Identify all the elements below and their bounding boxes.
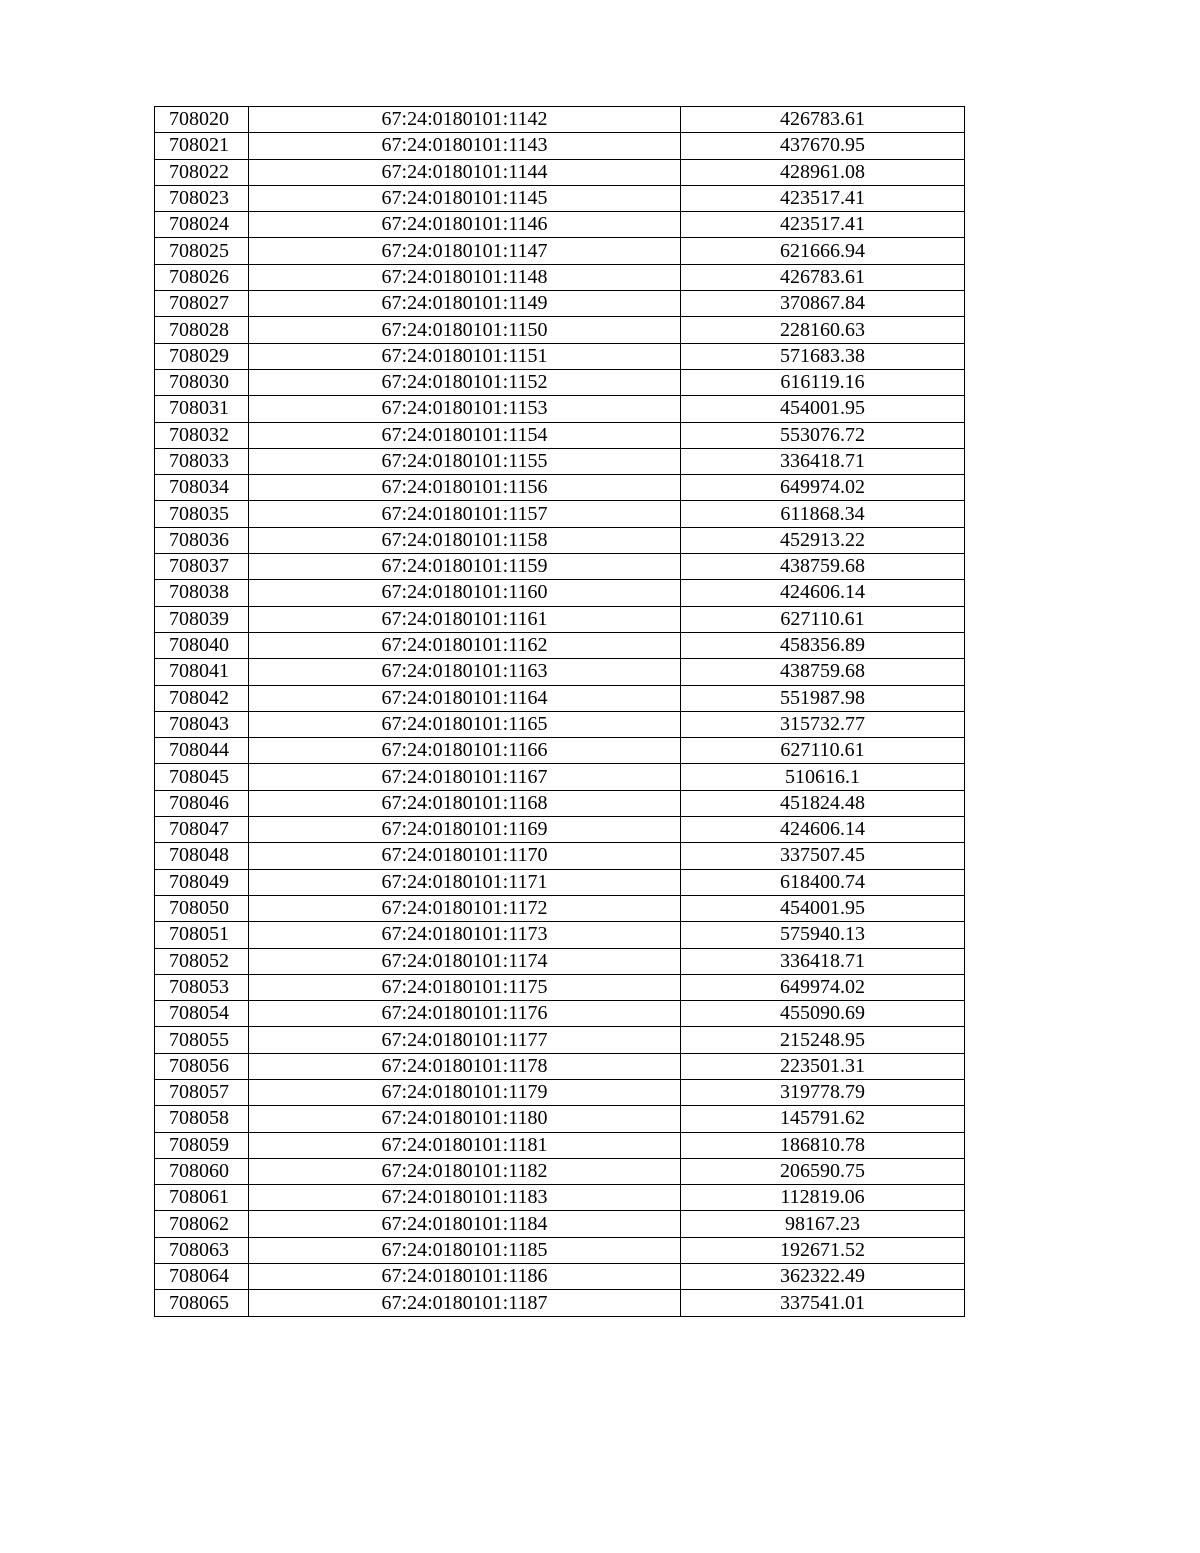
table-row: [155, 343, 965, 369]
value-cell: 362322.49: [681, 1264, 965, 1290]
table-body: [155, 107, 965, 1317]
row-number-cell: 708036: [155, 527, 249, 553]
cadastral-number-cell: 67:24:0180101:1165: [249, 711, 681, 737]
row-number-cell: 708020: [155, 107, 249, 133]
row-number-cell: 708043: [155, 711, 249, 737]
table-row: [155, 185, 965, 211]
value-cell: 621666.94: [681, 238, 965, 264]
value-cell: 553076.72: [681, 422, 965, 448]
cadastral-number-cell: 67:24:0180101:1148: [249, 264, 681, 290]
cadastral-number-cell: 67:24:0180101:1172: [249, 895, 681, 921]
row-number-cell: 708032: [155, 422, 249, 448]
cadastral-number-cell: 67:24:0180101:1151: [249, 343, 681, 369]
value-cell: 454001.95: [681, 895, 965, 921]
value-cell: 438759.68: [681, 659, 965, 685]
row-number-cell: 708049: [155, 869, 249, 895]
table-row: [155, 133, 965, 159]
row-number-cell: 708054: [155, 1001, 249, 1027]
row-number-cell: 708051: [155, 922, 249, 948]
cadastral-number-cell: 67:24:0180101:1150: [249, 317, 681, 343]
table-row: [155, 1264, 965, 1290]
row-number-cell: 708030: [155, 369, 249, 395]
cadastral-number-cell: 67:24:0180101:1160: [249, 580, 681, 606]
table-row: [155, 107, 965, 133]
table-row: [155, 1211, 965, 1237]
value-cell: 186810.78: [681, 1132, 965, 1158]
value-cell: 423517.41: [681, 185, 965, 211]
row-number-cell: 708050: [155, 895, 249, 921]
cadastral-number-cell: 67:24:0180101:1146: [249, 212, 681, 238]
cadastral-number-cell: 67:24:0180101:1162: [249, 632, 681, 658]
table-row: [155, 922, 965, 948]
table-row: [155, 1290, 965, 1316]
value-cell: 424606.14: [681, 580, 965, 606]
row-number-cell: 708046: [155, 790, 249, 816]
value-cell: 438759.68: [681, 554, 965, 580]
table-row: [155, 369, 965, 395]
row-number-cell: 708056: [155, 1053, 249, 1079]
value-cell: 424606.14: [681, 817, 965, 843]
cadastral-number-cell: 67:24:0180101:1179: [249, 1079, 681, 1105]
table-row: [155, 632, 965, 658]
value-cell: 510616.1: [681, 764, 965, 790]
table-row: [155, 475, 965, 501]
value-cell: 616119.16: [681, 369, 965, 395]
row-number-cell: 708042: [155, 685, 249, 711]
row-number-cell: 708053: [155, 974, 249, 1000]
cadastral-number-cell: 67:24:0180101:1155: [249, 448, 681, 474]
row-number-cell: 708025: [155, 238, 249, 264]
value-cell: 618400.74: [681, 869, 965, 895]
row-number-cell: 708037: [155, 554, 249, 580]
value-cell: 337541.01: [681, 1290, 965, 1316]
table-row: [155, 817, 965, 843]
value-cell: 228160.63: [681, 317, 965, 343]
value-cell: 426783.61: [681, 264, 965, 290]
row-number-cell: 708045: [155, 764, 249, 790]
value-cell: 215248.95: [681, 1027, 965, 1053]
cadastral-number-cell: 67:24:0180101:1153: [249, 396, 681, 422]
row-number-cell: 708021: [155, 133, 249, 159]
cadastral-number-cell: 67:24:0180101:1167: [249, 764, 681, 790]
row-number-cell: 708052: [155, 948, 249, 974]
value-cell: 455090.69: [681, 1001, 965, 1027]
row-number-cell: 708022: [155, 159, 249, 185]
value-cell: 611868.34: [681, 501, 965, 527]
cadastral-number-cell: 67:24:0180101:1183: [249, 1185, 681, 1211]
row-number-cell: 708027: [155, 291, 249, 317]
table-row: [155, 1132, 965, 1158]
cadastral-number-cell: 67:24:0180101:1149: [249, 291, 681, 317]
value-cell: 319778.79: [681, 1079, 965, 1105]
table-row: [155, 606, 965, 632]
value-cell: 223501.31: [681, 1053, 965, 1079]
cadastral-number-cell: 67:24:0180101:1144: [249, 159, 681, 185]
cadastral-number-cell: 67:24:0180101:1142: [249, 107, 681, 133]
value-cell: 649974.02: [681, 974, 965, 1000]
table-row: [155, 422, 965, 448]
table-row: [155, 948, 965, 974]
cadastral-value-table: [154, 106, 965, 1317]
cadastral-number-cell: 67:24:0180101:1154: [249, 422, 681, 448]
value-cell: 551987.98: [681, 685, 965, 711]
cadastral-number-cell: 67:24:0180101:1161: [249, 606, 681, 632]
cadastral-number-cell: 67:24:0180101:1175: [249, 974, 681, 1000]
value-cell: 192671.52: [681, 1237, 965, 1263]
table-row: [155, 1053, 965, 1079]
row-number-cell: 708033: [155, 448, 249, 474]
cadastral-number-cell: 67:24:0180101:1156: [249, 475, 681, 501]
row-number-cell: 708059: [155, 1132, 249, 1158]
value-cell: 627110.61: [681, 606, 965, 632]
row-number-cell: 708040: [155, 632, 249, 658]
value-cell: 112819.06: [681, 1185, 965, 1211]
cadastral-number-cell: 67:24:0180101:1168: [249, 790, 681, 816]
cadastral-number-cell: 67:24:0180101:1181: [249, 1132, 681, 1158]
cadastral-number-cell: 67:24:0180101:1147: [249, 238, 681, 264]
cadastral-number-cell: 67:24:0180101:1186: [249, 1264, 681, 1290]
table-row: [155, 264, 965, 290]
value-cell: 315732.77: [681, 711, 965, 737]
value-cell: 336418.71: [681, 948, 965, 974]
row-number-cell: 708047: [155, 817, 249, 843]
value-cell: 575940.13: [681, 922, 965, 948]
cadastral-number-cell: 67:24:0180101:1185: [249, 1237, 681, 1263]
cadastral-number-cell: 67:24:0180101:1163: [249, 659, 681, 685]
cadastral-number-cell: 67:24:0180101:1184: [249, 1211, 681, 1237]
table-row: [155, 1079, 965, 1105]
table-row: [155, 711, 965, 737]
value-cell: 451824.48: [681, 790, 965, 816]
table-row: [155, 159, 965, 185]
cadastral-number-cell: 67:24:0180101:1166: [249, 738, 681, 764]
value-cell: 428961.08: [681, 159, 965, 185]
table-row: [155, 1185, 965, 1211]
cadastral-number-cell: 67:24:0180101:1180: [249, 1106, 681, 1132]
cadastral-number-cell: 67:24:0180101:1159: [249, 554, 681, 580]
cadastral-number-cell: 67:24:0180101:1143: [249, 133, 681, 159]
table-row: [155, 1158, 965, 1184]
row-number-cell: 708031: [155, 396, 249, 422]
value-cell: 649974.02: [681, 475, 965, 501]
cadastral-number-cell: 67:24:0180101:1145: [249, 185, 681, 211]
table-row: [155, 895, 965, 921]
row-number-cell: 708041: [155, 659, 249, 685]
value-cell: 437670.95: [681, 133, 965, 159]
row-number-cell: 708026: [155, 264, 249, 290]
row-number-cell: 708062: [155, 1211, 249, 1237]
row-number-cell: 708023: [155, 185, 249, 211]
cadastral-number-cell: 67:24:0180101:1178: [249, 1053, 681, 1079]
table-row: [155, 448, 965, 474]
table-row: [155, 317, 965, 343]
table-row: [155, 1106, 965, 1132]
value-cell: 370867.84: [681, 291, 965, 317]
row-number-cell: 708048: [155, 843, 249, 869]
cadastral-number-cell: 67:24:0180101:1182: [249, 1158, 681, 1184]
row-number-cell: 708064: [155, 1264, 249, 1290]
row-number-cell: 708057: [155, 1079, 249, 1105]
table-row: [155, 1237, 965, 1263]
table-row: [155, 554, 965, 580]
row-number-cell: 708029: [155, 343, 249, 369]
row-number-cell: 708035: [155, 501, 249, 527]
row-number-cell: 708065: [155, 1290, 249, 1316]
row-number-cell: 708061: [155, 1185, 249, 1211]
cadastral-number-cell: 67:24:0180101:1173: [249, 922, 681, 948]
table-row: [155, 501, 965, 527]
value-cell: 336418.71: [681, 448, 965, 474]
cadastral-number-cell: 67:24:0180101:1187: [249, 1290, 681, 1316]
table-row: [155, 1027, 965, 1053]
table-row: [155, 580, 965, 606]
value-cell: 206590.75: [681, 1158, 965, 1184]
cadastral-number-cell: 67:24:0180101:1157: [249, 501, 681, 527]
table-row: [155, 659, 965, 685]
row-number-cell: 708055: [155, 1027, 249, 1053]
table-row: [155, 396, 965, 422]
table-row: [155, 238, 965, 264]
value-cell: 458356.89: [681, 632, 965, 658]
value-cell: 452913.22: [681, 527, 965, 553]
table-row: [155, 527, 965, 553]
table-row: [155, 1001, 965, 1027]
row-number-cell: 708038: [155, 580, 249, 606]
row-number-cell: 708058: [155, 1106, 249, 1132]
value-cell: 426783.61: [681, 107, 965, 133]
value-cell: 571683.38: [681, 343, 965, 369]
row-number-cell: 708044: [155, 738, 249, 764]
value-cell: 454001.95: [681, 396, 965, 422]
row-number-cell: 708024: [155, 212, 249, 238]
cadastral-number-cell: 67:24:0180101:1169: [249, 817, 681, 843]
table-row: [155, 764, 965, 790]
cadastral-number-cell: 67:24:0180101:1158: [249, 527, 681, 553]
table-row: [155, 974, 965, 1000]
table-row: [155, 869, 965, 895]
cadastral-number-cell: 67:24:0180101:1176: [249, 1001, 681, 1027]
row-number-cell: 708060: [155, 1158, 249, 1184]
row-number-cell: 708028: [155, 317, 249, 343]
row-number-cell: 708034: [155, 475, 249, 501]
cadastral-number-cell: 67:24:0180101:1152: [249, 369, 681, 395]
table-row: [155, 790, 965, 816]
value-cell: 145791.62: [681, 1106, 965, 1132]
row-number-cell: 708063: [155, 1237, 249, 1263]
table-row: [155, 291, 965, 317]
value-cell: 337507.45: [681, 843, 965, 869]
value-cell: 423517.41: [681, 212, 965, 238]
table-row: [155, 212, 965, 238]
cadastral-number-cell: 67:24:0180101:1170: [249, 843, 681, 869]
cadastral-number-cell: 67:24:0180101:1164: [249, 685, 681, 711]
row-number-cell: 708039: [155, 606, 249, 632]
value-cell: 627110.61: [681, 738, 965, 764]
table-row: [155, 738, 965, 764]
table-row: [155, 843, 965, 869]
table-row: [155, 685, 965, 711]
cadastral-number-cell: 67:24:0180101:1174: [249, 948, 681, 974]
value-cell: 98167.23: [681, 1211, 965, 1237]
cadastral-number-cell: 67:24:0180101:1171: [249, 869, 681, 895]
cadastral-number-cell: 67:24:0180101:1177: [249, 1027, 681, 1053]
